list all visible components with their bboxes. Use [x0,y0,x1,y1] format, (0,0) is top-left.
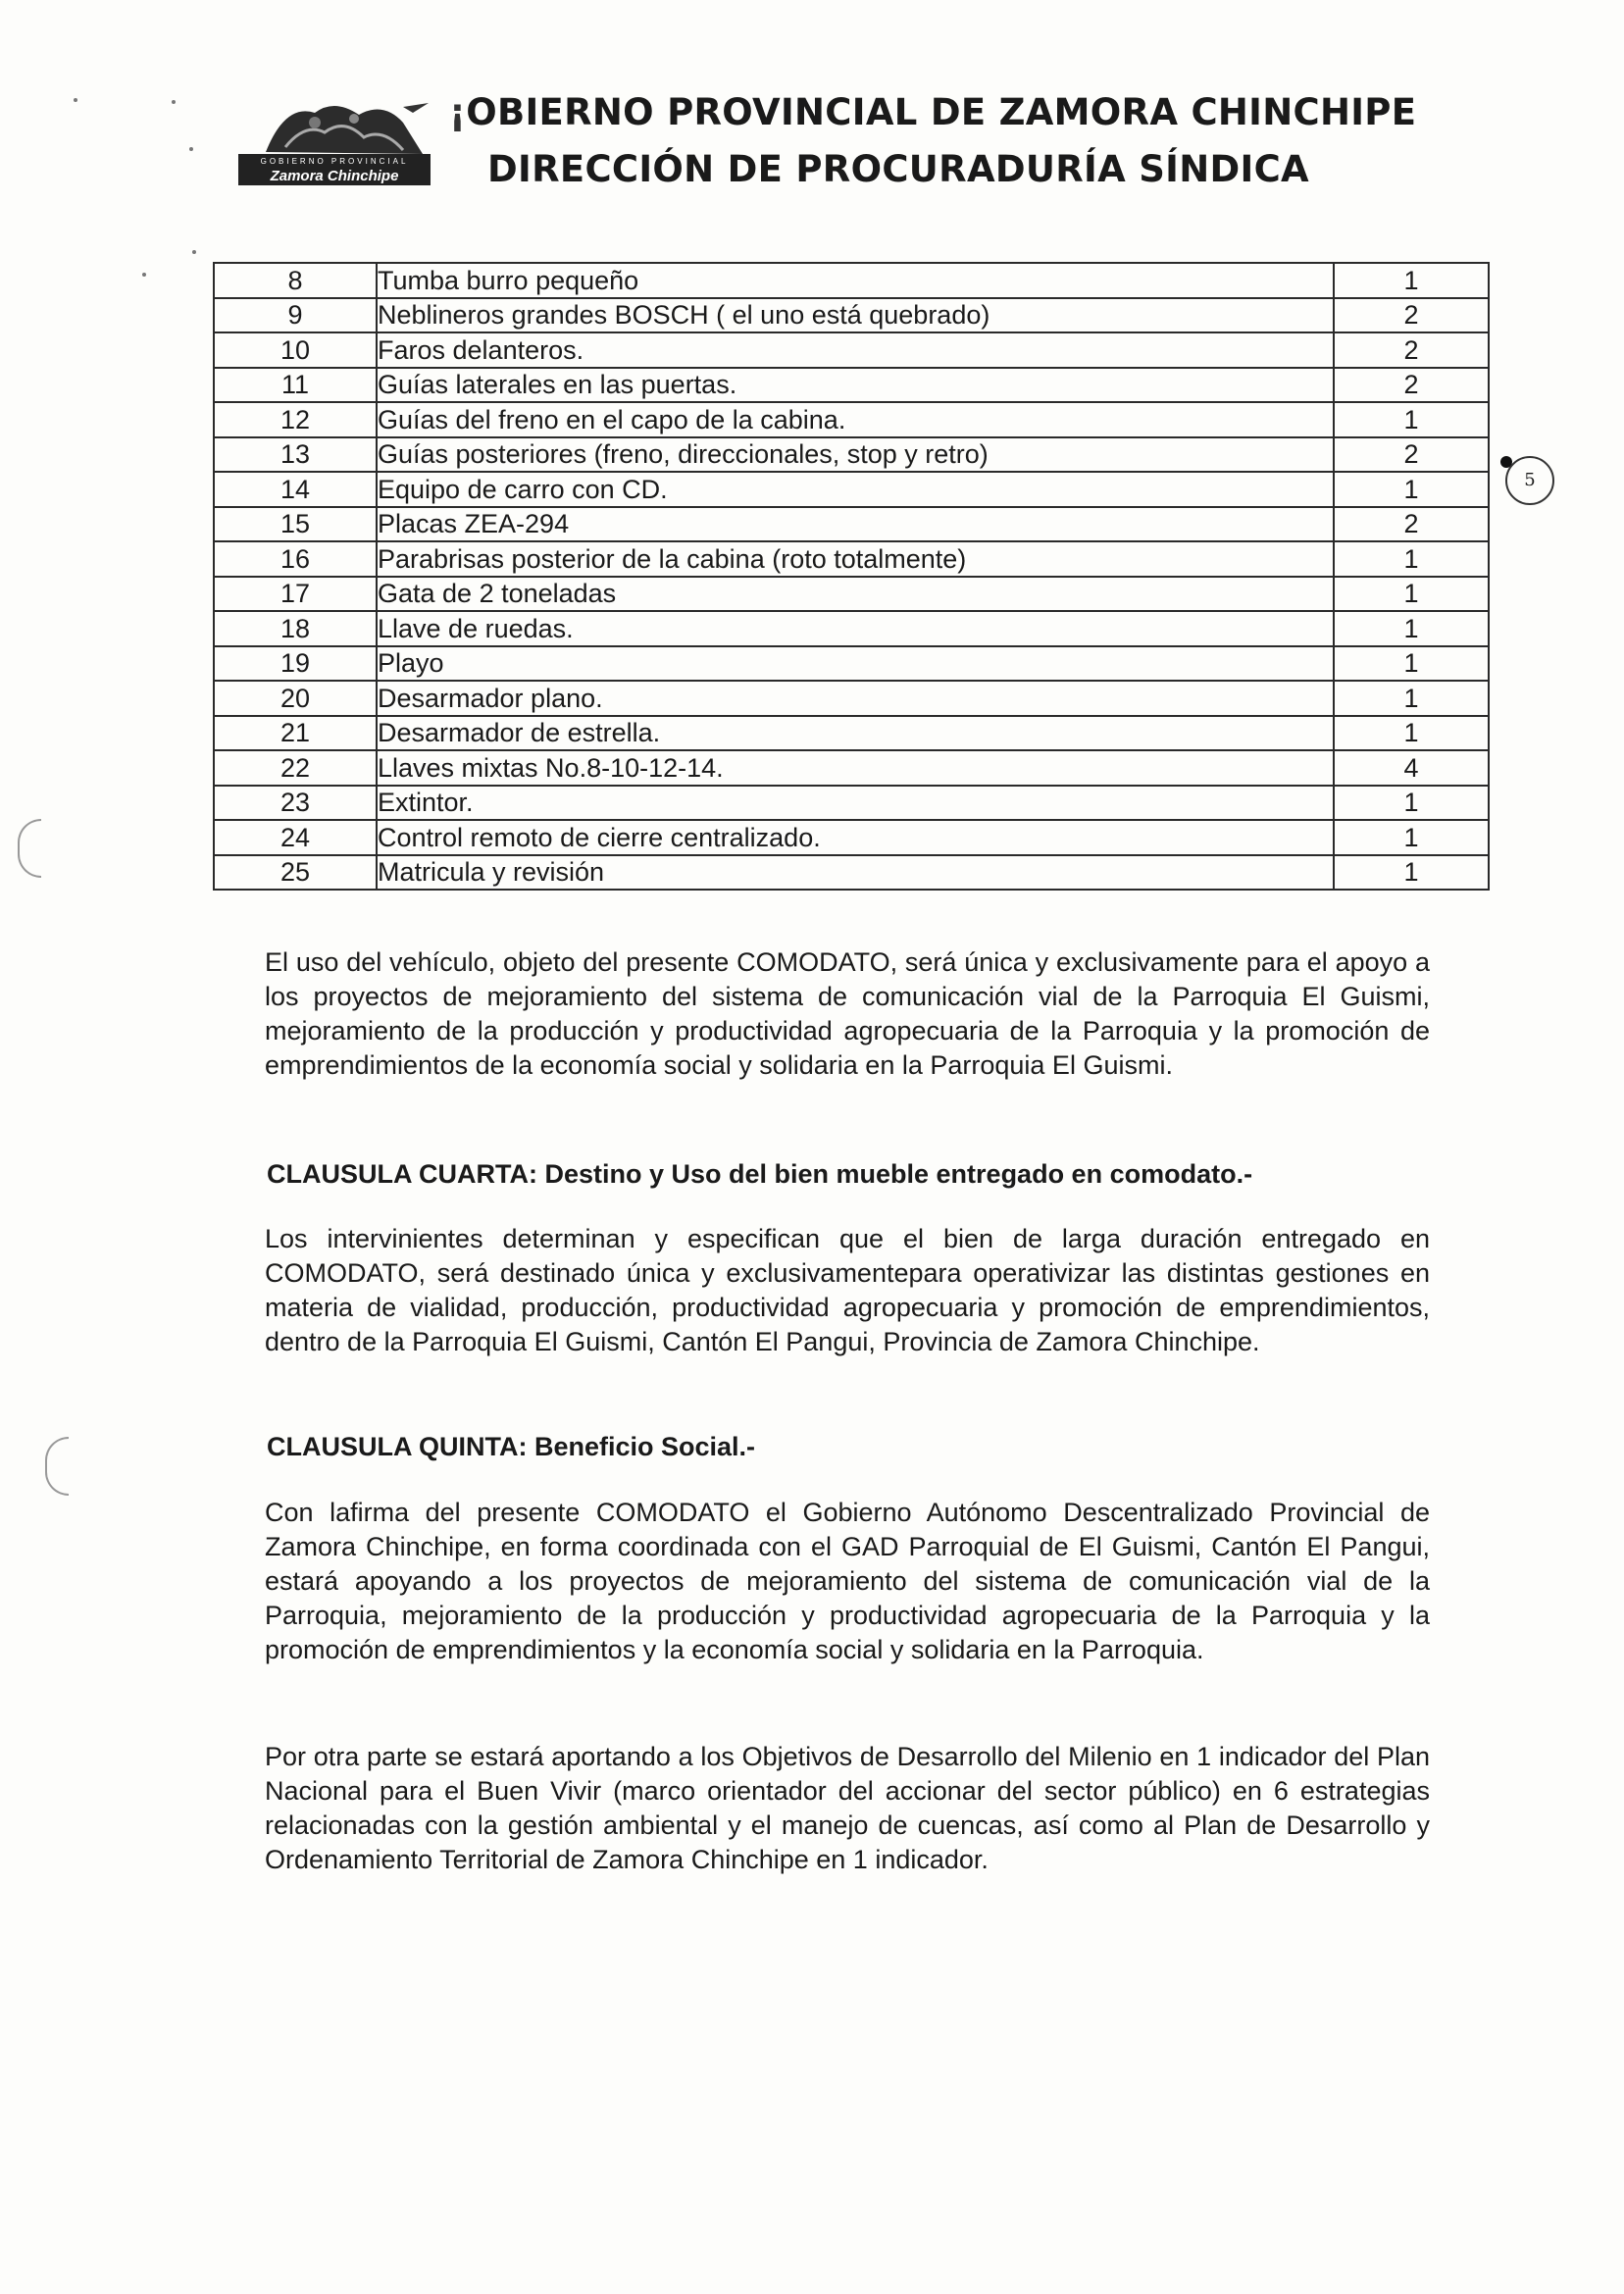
item-quantity: 1 [1334,646,1489,682]
item-number: 16 [214,541,377,577]
paragraph-vehicle-use: El uso del vehículo, objeto del presente COMODATO, será única y exclusivamente para el apoyo a los proyectos de mejoramiento del sistema de comunicación vial de la Parroquia El Guismi, mejoramiento de la producción y productividad agropecuaria de la Parroquia y la promoción de emprendimientos de la economía social y solidaria en la Parroquia El Guismi. [265,947,1430,1080]
table-row [214,855,1489,891]
header-title-text: OBIERNO PROVINCIAL DE ZAMORA CHINCHIPE [466,91,1417,133]
item-quantity: 1 [1334,541,1489,577]
table-row [214,332,1489,368]
logo-name: Zamora Chinchipe [270,168,399,184]
item-quantity: 2 [1334,507,1489,542]
item-quantity: 2 [1334,437,1489,473]
item-description: Desarmador de estrella. [377,716,1334,751]
table-row [214,402,1489,437]
item-quantity: 2 [1334,298,1489,333]
header-title-prefix: ¡ [449,91,467,133]
item-description: Llaves mixtas No.8-10-12-14. [377,750,1334,786]
table-row [214,472,1489,507]
table-row [214,716,1489,751]
table-row [214,298,1489,333]
item-quantity: 1 [1334,472,1489,507]
item-description: Gata de 2 toneladas [377,577,1334,612]
binder-hole [18,819,41,878]
item-number: 12 [214,402,377,437]
item-quantity: 2 [1334,332,1489,368]
item-description: Control remoto de cierre centralizado. [377,820,1334,855]
scan-speck [172,100,176,104]
header-title [449,91,1416,133]
table-row [214,507,1489,542]
table-row [214,577,1489,612]
item-quantity: 1 [1334,611,1489,646]
logo-band [238,154,431,185]
item-description: Parabrisas posterior de la cabina (roto totalmente) [377,541,1334,577]
item-description: Guías laterales en las puertas. [377,368,1334,403]
item-number: 17 [214,577,377,612]
item-description: Llave de ruedas. [377,611,1334,646]
item-description: Extintor. [377,786,1334,821]
item-number: 10 [214,332,377,368]
paragraph-objectives: Por otra parte se estará aportando a los Objetivos de Desarrollo del Milenio en 1 indicador del Plan Nacional para el Buen Vivir (marco orientador del accionar del sector público) en 6 estrategias relacionadas con la gestión ambiental y el manejo de cuencas, así como al Plan de Desarrollo y Ordenamiento Territorial de Zamora Chinchipe en 1 indicador. [265,1742,1430,1874]
scan-speck [192,250,196,254]
item-description: Matricula y revisión [377,855,1334,891]
item-quantity: 2 [1334,368,1489,403]
item-quantity: 1 [1334,263,1489,298]
item-quantity: 1 [1334,855,1489,891]
item-number: 25 [214,855,377,891]
table-row [214,786,1489,821]
item-number: 21 [214,716,377,751]
item-number: 11 [214,368,377,403]
clause-four-heading: CLAUSULA CUARTA: Destino y Uso del bien mueble entregado en comodato.- [267,1159,1253,1189]
item-number: 19 [214,646,377,682]
page-number: 5 [1505,456,1554,505]
item-description: Equipo de carro con CD. [377,472,1334,507]
binder-hole [45,1437,69,1496]
item-description: Guías posteriores (freno, direccionales, stop y retro) [377,437,1334,473]
item-number: 20 [214,681,377,716]
item-quantity: 1 [1334,786,1489,821]
item-quantity: 1 [1334,820,1489,855]
table-row [214,368,1489,403]
table-row [214,646,1489,682]
table-row [214,263,1489,298]
item-description: Placas ZEA-294 [377,507,1334,542]
item-description: Desarmador plano. [377,681,1334,716]
clause-five-heading: CLAUSULA QUINTA: Beneficio Social.- [267,1432,756,1461]
scan-speck [142,273,146,277]
item-number: 18 [214,611,377,646]
logo-emblem-icon [256,93,431,156]
item-description: Guías del freno en el capo de la cabina. [377,402,1334,437]
logo-caption: GOBIERNO PROVINCIAL [260,157,409,166]
paragraph-social-benefit: Con lafirma del presente COMODATO el Gobierno Autónomo Descentralizado Provincial de Zamora Chinchipe, en forma coordinada con el GAD Parroquial de El Guismi, Cantón El Pangui, estará apoyando a los proyectos de mejoramiento del sistema de comunicación vial de la Parroquia, mejoramiento de la producción y productividad agropecuaria de la Parroquia y la promoción de emprendimientos y la economía social y solidaria en la Parroquia. [265,1498,1430,1664]
institution-logo [238,93,431,193]
item-quantity: 1 [1334,681,1489,716]
item-number: 14 [214,472,377,507]
item-quantity: 1 [1334,716,1489,751]
item-description: Neblineros grandes BOSCH ( el uno está quebrado) [377,298,1334,333]
table-row [214,820,1489,855]
item-number: 22 [214,750,377,786]
item-number: 8 [214,263,377,298]
item-number: 9 [214,298,377,333]
item-description: Playo [377,646,1334,682]
inventory-table [213,262,1490,891]
item-number: 24 [214,820,377,855]
header-subtitle: DIRECCIÓN DE PROCURADURÍA SÍNDICA [487,148,1309,190]
scan-speck [74,98,77,102]
scan-speck [189,147,193,151]
item-description: Faros delanteros. [377,332,1334,368]
item-quantity: 4 [1334,750,1489,786]
inventory-table-body [214,263,1489,890]
table-row [214,611,1489,646]
table-row [214,750,1489,786]
item-number: 13 [214,437,377,473]
item-description: Tumba burro pequeño [377,263,1334,298]
table-row [214,437,1489,473]
table-row [214,541,1489,577]
item-quantity: 1 [1334,577,1489,612]
item-quantity: 1 [1334,402,1489,437]
paragraph-destination: Los intervinientes determinan y especifican que el bien de larga duración entregado en COMODATO, será destinado única y exclusivamentepara operativizar las distintas gestiones en materia de vialidad, producción, productividad agropecuaria y promoción de emprendimientos, dentro de la Parroquia El Guismi, Cantón El Pangui, Provincia de Zamora Chinchipe. [265,1224,1430,1356]
item-number: 15 [214,507,377,542]
table-row [214,681,1489,716]
item-number: 23 [214,786,377,821]
